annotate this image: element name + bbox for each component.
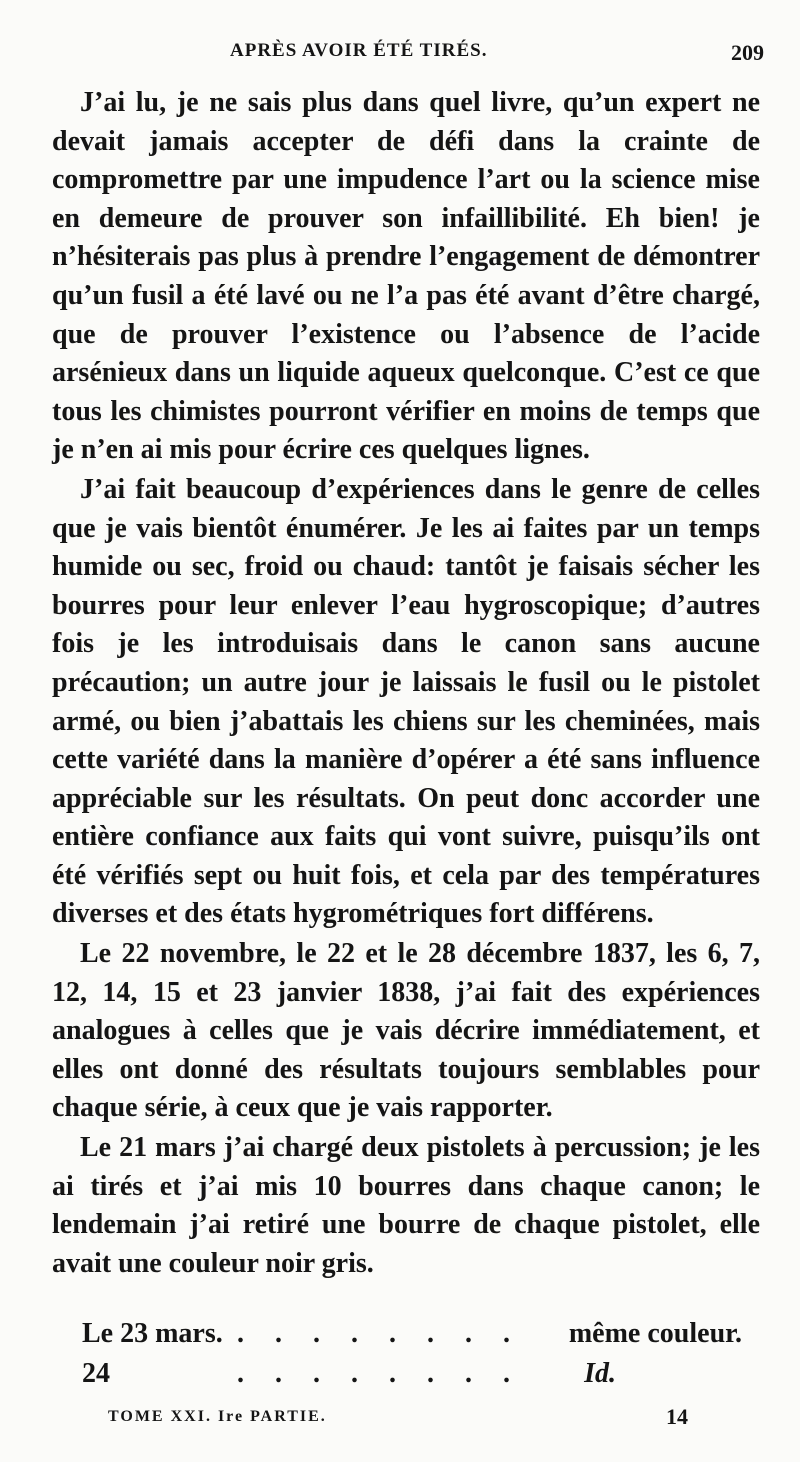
observation-list xyxy=(82,1318,742,1398)
page-footer xyxy=(108,1404,688,1429)
observation-date: 24 xyxy=(82,1358,110,1389)
paragraph-4: Le 21 mars j’ai chargé deux pistolets à percussion; je les ai tirés et j’ai mis 10 bourres dans chaque canon; le lendemain j’ai retiré une bourre de chaque pistolet, elle avait une couleur noir gris. xyxy=(52,1132,760,1279)
body-text xyxy=(52,84,760,1283)
signature-mark: 14 xyxy=(666,1404,688,1429)
observation-result: Id. xyxy=(584,1358,616,1389)
observation-date: Le 23 mars. xyxy=(82,1318,223,1349)
leader-dots: . . . . . . . . xyxy=(237,1358,522,1389)
page-number: 209 xyxy=(731,40,764,65)
observation-result: même couleur. xyxy=(568,1318,742,1349)
observation-row xyxy=(82,1358,742,1398)
volume-note: TOME XXI. Ire PARTIE. xyxy=(108,1408,327,1425)
paragraph-3: Le 22 novembre, le 22 et le 28 décembre 1837, les 6, 7, 12, 14, 15 et 23 janvier 1838, j’ai fait des expériences analogues à celles que je vais décrire immédiatement, et elles ont donné des résultats toujours semblables pour chaque série, à ceux que je vais rapporter. xyxy=(52,938,760,1124)
observation-row xyxy=(82,1318,742,1358)
leader-dots: . . . . . . . . xyxy=(237,1318,522,1349)
paragraph-2: J’ai fait beaucoup d’expériences dans le genre de celles que je vais bientôt énumérer. Je les ai faites par un temps humide ou sec, froid ou chaud: tantôt je faisais sécher les bourres pour leur enlever l’eau hygroscopique; d’autres fois je les introduisais dans le canon sans aucune précaution; un autre jour je laissais le fusil ou le pistolet armé, ou bien j’abattais les chiens sur les cheminées, mais cette variété dans la manière d’opérer a été sans influence appréciable sur les résultats. On peut donc accorder une entière confiance aux faits qui vont suivre, puisqu’ils ont été vérifiés sept ou huit fois, et cela par des températures diverses et des états hygrométriques fort différens. xyxy=(52,473,760,930)
running-head: APRÈS AVOIR ÉTÉ TIRÉS. xyxy=(230,40,488,61)
paragraph-1: J’ai lu, je ne sais plus dans quel livre, qu’un expert ne devait jamais accepter de défi dans la crainte de compromettre par une impudence l’art ou la science mise en demeure de prouver son infaillibilité. Eh bien! je n’hésiterais pas plus à prendre l’engagement de démontrer qu’un fusil a été lavé ou ne l’a pas été avant d’être chargé, que de prouver l’existence ou l’absence de l’acide arsénieux dans un liquide aqueux quelconque. C’est ce que tous les chimistes pourront vérifier en moins de temps que je n’en ai mis pour écrire ces quelques lignes. xyxy=(52,87,760,466)
